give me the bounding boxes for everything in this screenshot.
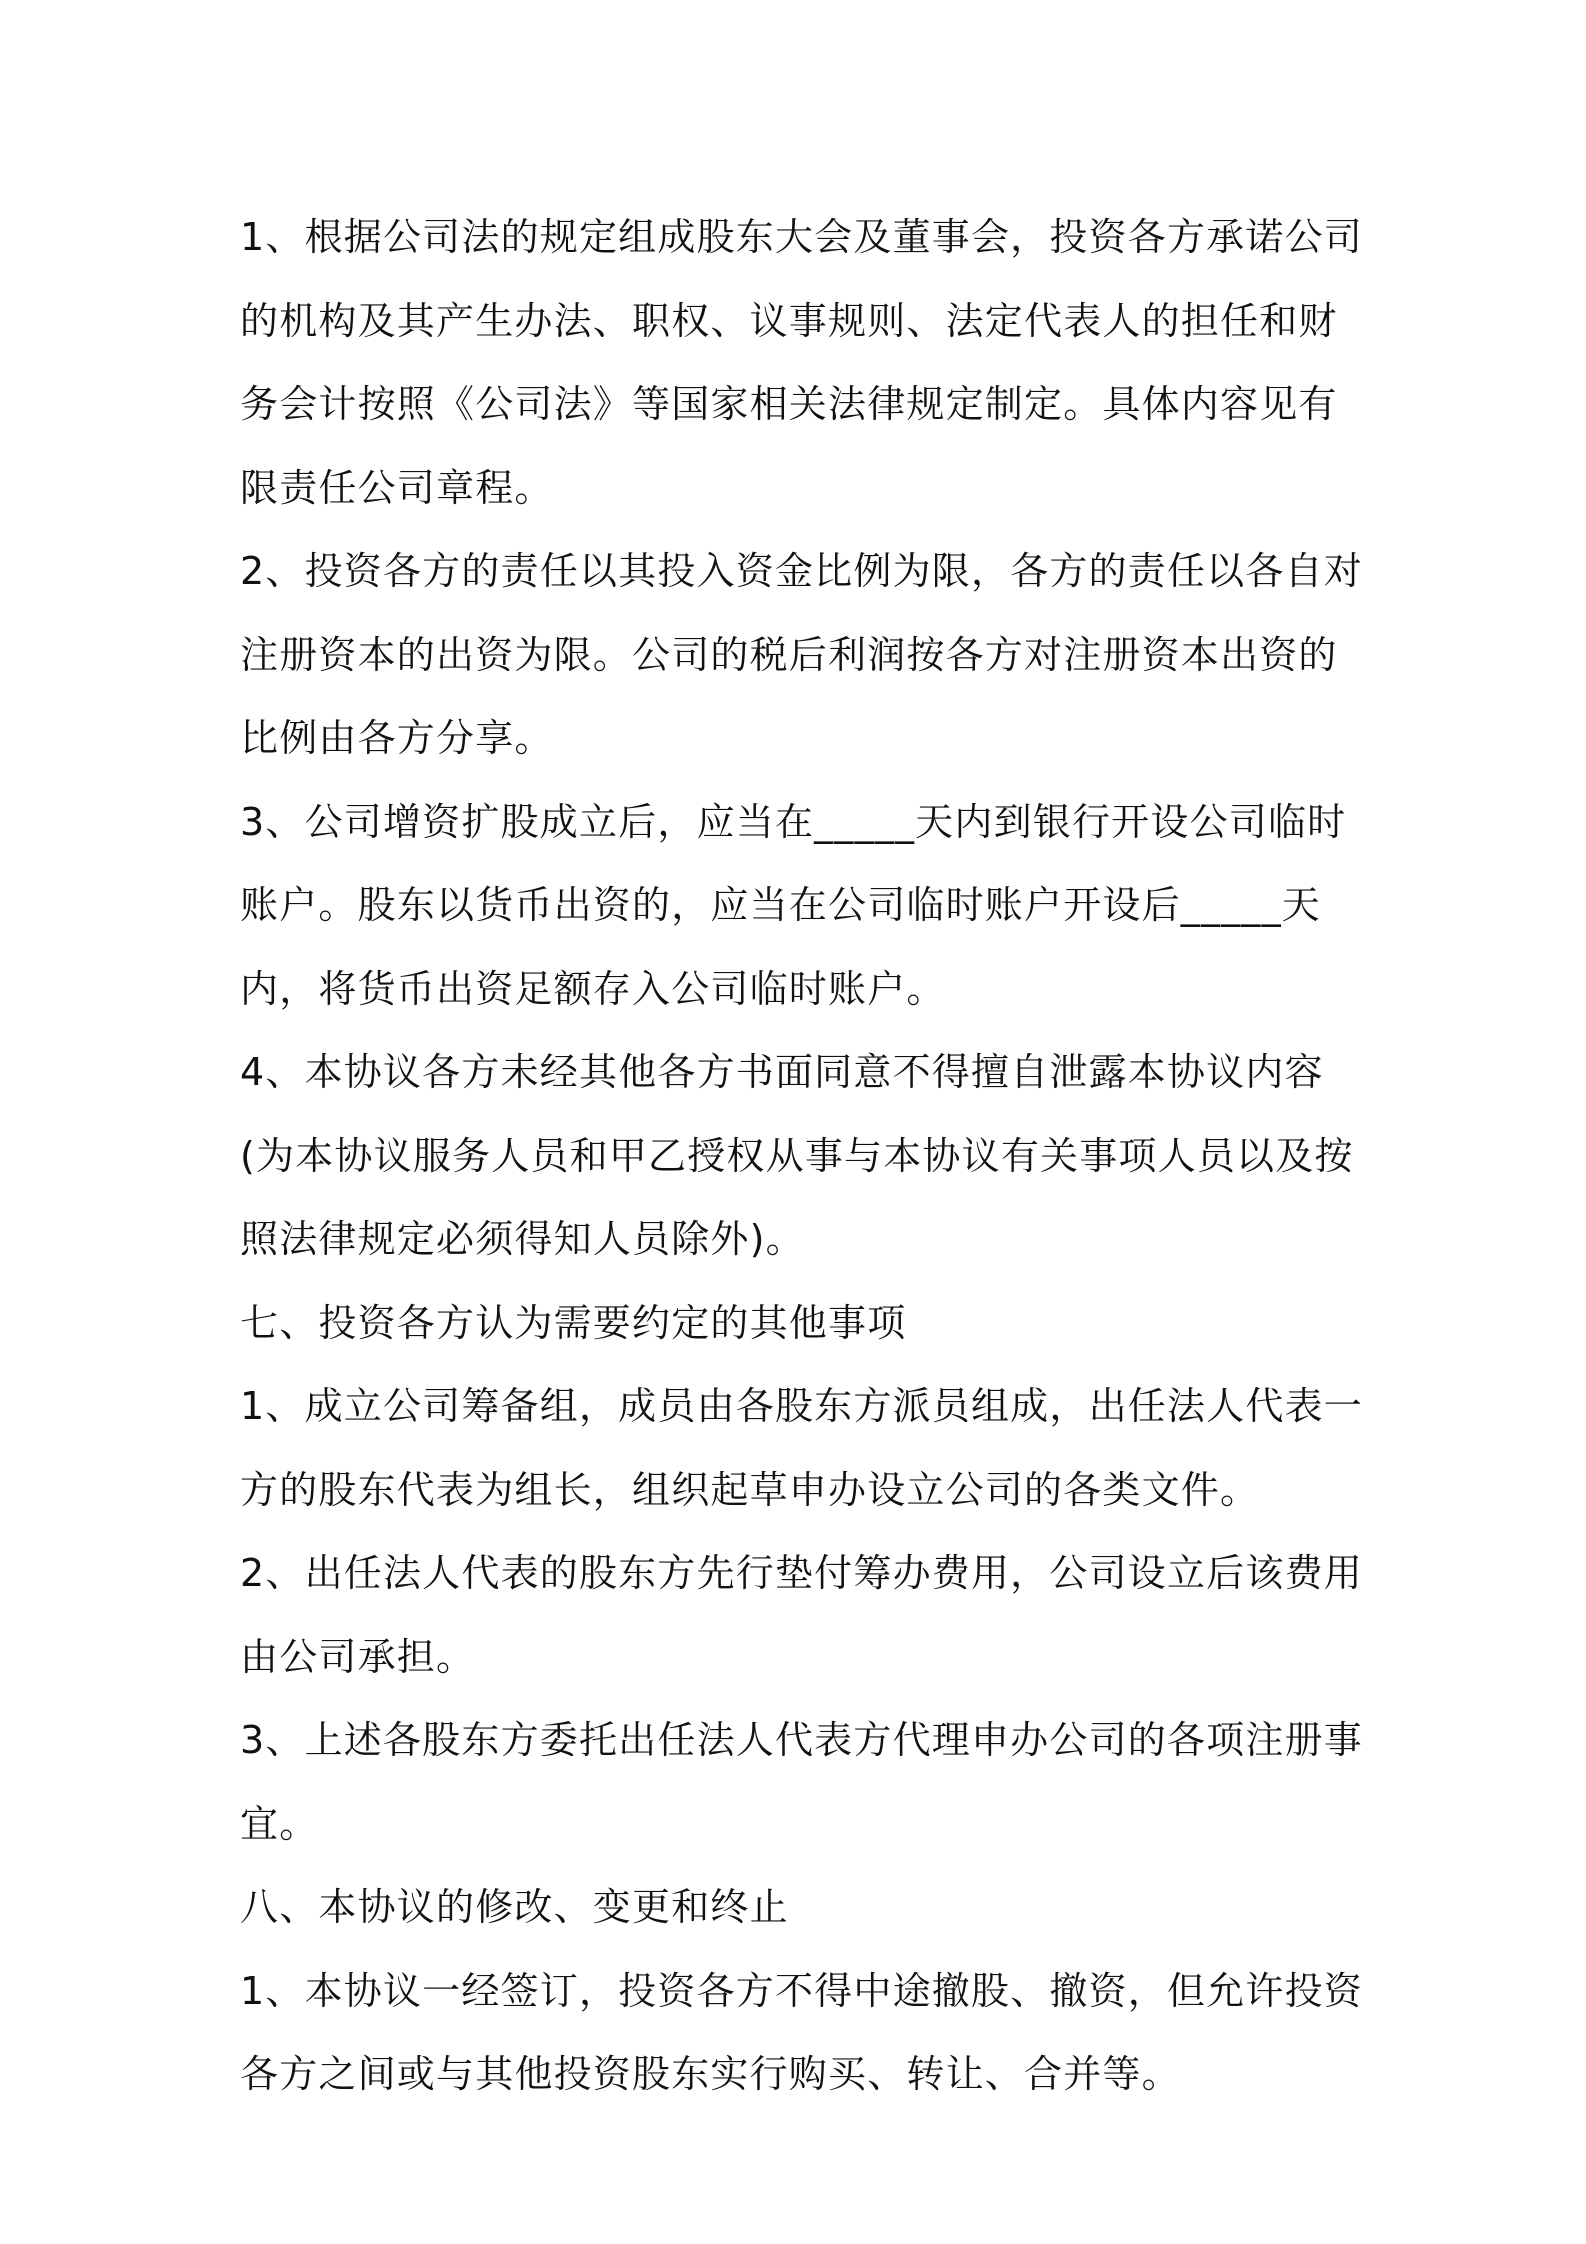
paragraph-4: 4、本协议各方未经其他各方书面同意不得擅自泄露本协议内容(为本协议服务人员和甲乙授权从事与本协议有关事项人员以及按照法律规定必须得知人员除外)。 bbox=[240, 1050, 1354, 1261]
paragraph-1: 1、根据公司法的规定组成股东大会及董事会，投资各方承诺公司的机构及其产生办法、职权、议事规则、法定代表人的担任和财务会计按照《公司法》等国家相关法律规定制定。具体内容见有限责任公司章程。 bbox=[240, 215, 1363, 510]
paragraph-5: 1、成立公司筹备组，成员由各股东方派员组成，出任法人代表一方的股东代表为组长，组织起草申办设立公司的各类文件。 bbox=[240, 1384, 1363, 1512]
paragraph-6: 2、出任法人代表的股东方先行垫付筹办费用，公司设立后该费用由公司承担。 bbox=[240, 1551, 1363, 1679]
paragraph-8: 1、本协议一经签订，投资各方不得中途撤股、撤资，但允许投资各方之间或与其他投资股东实行购买、转让、合并等。 bbox=[240, 1968, 1363, 2096]
paragraph-3: 3、公司增资扩股成立后，应当在_____天内到银行开设公司临时账户。股东以货币出资的，应当在公司临时账户开设后_____天内，将货币出资足额存入公司临时账户。 bbox=[240, 799, 1347, 1011]
document-body bbox=[240, 196, 1370, 2117]
paragraph-7: 3、上述各股东方委托出任法人代表方代理申办公司的各项注册事宜。 bbox=[240, 1718, 1363, 1846]
paragraph-2: 2、投资各方的责任以其投入资金比例为限，各方的责任以各自对注册资本的出资为限。公司的税后利润按各方对注册资本出资的比例由各方分享。 bbox=[240, 549, 1363, 760]
section-heading-7: 七、投资各方认为需要约定的其他事项 bbox=[240, 1300, 907, 1345]
section-heading-8: 八、本协议的修改、变更和终止 bbox=[240, 1885, 789, 1929]
